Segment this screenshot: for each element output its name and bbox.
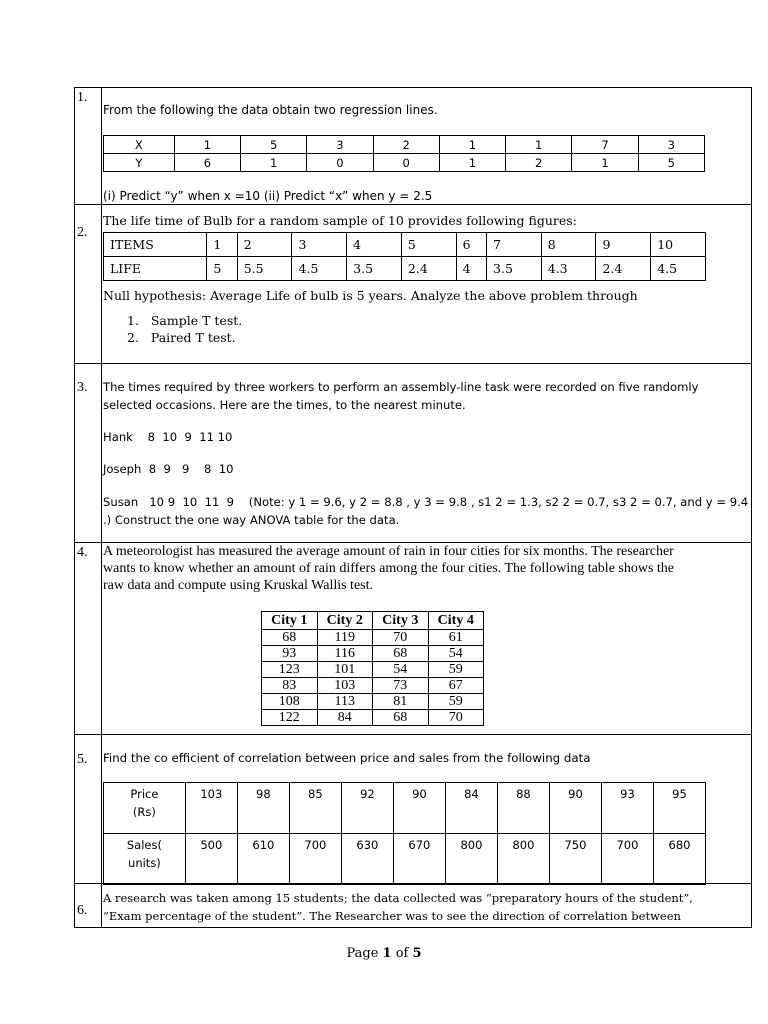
table-cell: 500 [185,834,237,885]
table-row [262,630,484,646]
table-cell: 84 [445,783,497,834]
table-cell: 7 [487,233,542,257]
table-cell: 4.5 [651,257,706,281]
table-cell: 3 [307,136,373,154]
question-text: The life time of Bulb for a random sample of 10 provides following figures: [103,213,577,228]
question-text: From the following the data obtain two regression lines. [103,103,438,117]
table-cell: 88 [497,783,549,834]
question-number: 2. [77,225,88,240]
table-cell: 6 [174,154,240,172]
row-label-line: (Rs) [132,805,156,819]
table-cell: 800 [497,834,549,885]
table-row [262,646,484,662]
table-cell: X [104,136,175,154]
table-row [104,834,706,885]
table-cell: 84 [317,710,373,726]
table-cell: 610 [237,834,289,885]
list-item: 2. Paired T test. [127,330,236,345]
table-cell: 90 [549,783,601,834]
table-cell: 5.5 [237,257,292,281]
table-row [104,136,705,154]
question-text: “Exam percentage of the student”. The Researcher was to see the direction of correlation between [103,909,681,923]
table-cell: 3 [638,136,704,154]
table-cell: 1 [241,154,307,172]
question-text: .) Construct the one way ANOVA table for the data. [103,513,400,527]
table-cell: 95 [653,783,705,834]
table-cell: 750 [549,834,601,885]
table-cell: 68 [262,630,318,646]
table-cell: 61 [428,630,484,646]
table-cell: 1 [174,136,240,154]
question-text: The times required by three workers to perform an assembly-line task were recorded on five randomly [103,380,699,394]
row-label-line: Price [130,787,159,801]
table-cell: 3 [292,233,347,257]
question-number: 3. [77,380,88,395]
row-divider [74,204,752,205]
table-cell: 123 [262,662,318,678]
table-cell: 90 [393,783,445,834]
table-row [104,783,706,834]
table-cell: 5 [241,136,307,154]
table-row [262,662,484,678]
question-text: Find the co efficient of correlation between price and sales from the following data [103,751,591,765]
table-cell: 4 [347,233,402,257]
table-row [104,257,706,281]
question-text: Susan 10 9 10 11 9 (Note: y 1 = 9.6, y 2 = 8.8 , y 3 = 9.8 , s1 2 = 1.3, s2 2 = 0.7, s3 2 = 0.7, and y = 9.4 [103,495,749,509]
table-cell: 119 [317,630,373,646]
table-cell: 59 [428,662,484,678]
table-cell: 5 [638,154,704,172]
question-text: selected occasions. Here are the times, to the nearest minute. [103,398,466,412]
table-cell: 10 [651,233,706,257]
table-cell: 7 [572,136,638,154]
question-text: Hank 8 10 9 11 10 [103,430,233,444]
table-cell: 4.3 [541,257,596,281]
table-cell: 2.4 [596,257,651,281]
question-text: wants to know whether an amount of rain differs among the four cities. The following table shows the [103,561,675,576]
table-cell: 54 [373,662,429,678]
question-number: 1. [77,90,88,105]
table-cell: 59 [428,694,484,710]
table-cell: 67 [428,678,484,694]
xy-data-table [103,135,705,172]
table-cell: 93 [262,646,318,662]
table-cell: 93 [601,783,653,834]
table-cell: 2.4 [401,257,456,281]
row-divider [74,734,752,735]
table-cell: 700 [289,834,341,885]
table-cell: 680 [653,834,705,885]
table-cell: 9 [596,233,651,257]
footer-text: of [391,946,413,961]
question-text: raw data and compute using Kruskal Wallis test. [103,578,373,593]
table-cell: 1 [207,233,237,257]
table-cell: 670 [393,834,445,885]
table-cell: 116 [317,646,373,662]
table-cell: Y [104,154,175,172]
table-cell: LIFE [104,257,207,281]
column-divider [101,87,102,928]
table-cell: 4 [456,257,486,281]
table-row [104,233,706,257]
table-cell: 1 [439,154,505,172]
table-cell: 73 [373,678,429,694]
row-divider [74,542,752,543]
list-item-text: Paired T test. [150,330,236,345]
table-cell: 83 [262,678,318,694]
table-cell: 1 [506,136,572,154]
question-number: 6. [77,903,88,918]
row-divider [74,363,752,364]
table-cell: 700 [601,834,653,885]
table-cell: 8 [541,233,596,257]
list-item: 1. Sample T test. [127,313,243,328]
table-cell: 5 [401,233,456,257]
table-cell: 92 [341,783,393,834]
table-cell: 1 [572,154,638,172]
table-cell: 98 [237,783,289,834]
table-cell: 0 [307,154,373,172]
table-cell: 70 [428,710,484,726]
column-header: City 1 [262,612,318,630]
page-footer [0,946,768,961]
question-text: (i) Predict “y” when x =10 (ii) Predict “x” when y = 2.5 [103,189,433,203]
table-cell: 2 [506,154,572,172]
table-row [104,154,705,172]
table-cell: 70 [373,630,429,646]
table-cell: 103 [185,783,237,834]
table-cell: 800 [445,834,497,885]
table-row [262,678,484,694]
table-cell: 68 [373,710,429,726]
current-page-number: 1 [382,946,392,961]
question-number: 4. [77,545,88,560]
table-row [262,694,484,710]
rainfall-table [261,611,484,726]
question-number: 5. [77,752,88,767]
question-text: A research was taken among 15 students; the data collected was “preparatory hours of the student”, [103,891,693,905]
table-cell: 0 [373,154,439,172]
question-text: Null hypothesis: Average Life of bulb is 5 years. Analyze the above problem through [103,288,638,303]
table-header-row [262,612,484,630]
table-cell: ITEMS [104,233,207,257]
table-cell: 113 [317,694,373,710]
question-text: Joseph 8 9 9 8 10 [103,462,234,476]
table-cell: 3.5 [347,257,402,281]
table-cell: 5 [207,257,237,281]
row-label [104,783,186,834]
list-item-text: Sample T test. [150,313,243,328]
question-text: A meteorologist has measured the average amount of rain in four cities for six months. The researcher [103,544,674,559]
table-cell: 103 [317,678,373,694]
footer-text: Page [346,946,383,961]
table-cell: 1 [439,136,505,154]
table-cell: 122 [262,710,318,726]
row-label-line: units) [128,856,161,870]
table-row [262,710,484,726]
table-cell: 101 [317,662,373,678]
table-cell: 85 [289,783,341,834]
row-label-line: Sales( [126,838,162,852]
row-label [104,834,186,885]
table-cell: 2 [373,136,439,154]
price-sales-table [103,782,706,885]
column-header: City 3 [373,612,429,630]
table-cell: 6 [456,233,486,257]
column-header: City 2 [317,612,373,630]
table-cell: 630 [341,834,393,885]
column-header: City 4 [428,612,484,630]
table-cell: 54 [428,646,484,662]
total-pages: 5 [412,946,422,961]
bulb-life-table [103,232,706,281]
table-cell: 3.5 [487,257,542,281]
table-cell: 68 [373,646,429,662]
table-cell: 4.5 [292,257,347,281]
table-cell: 108 [262,694,318,710]
table-cell: 2 [237,233,292,257]
table-cell: 81 [373,694,429,710]
